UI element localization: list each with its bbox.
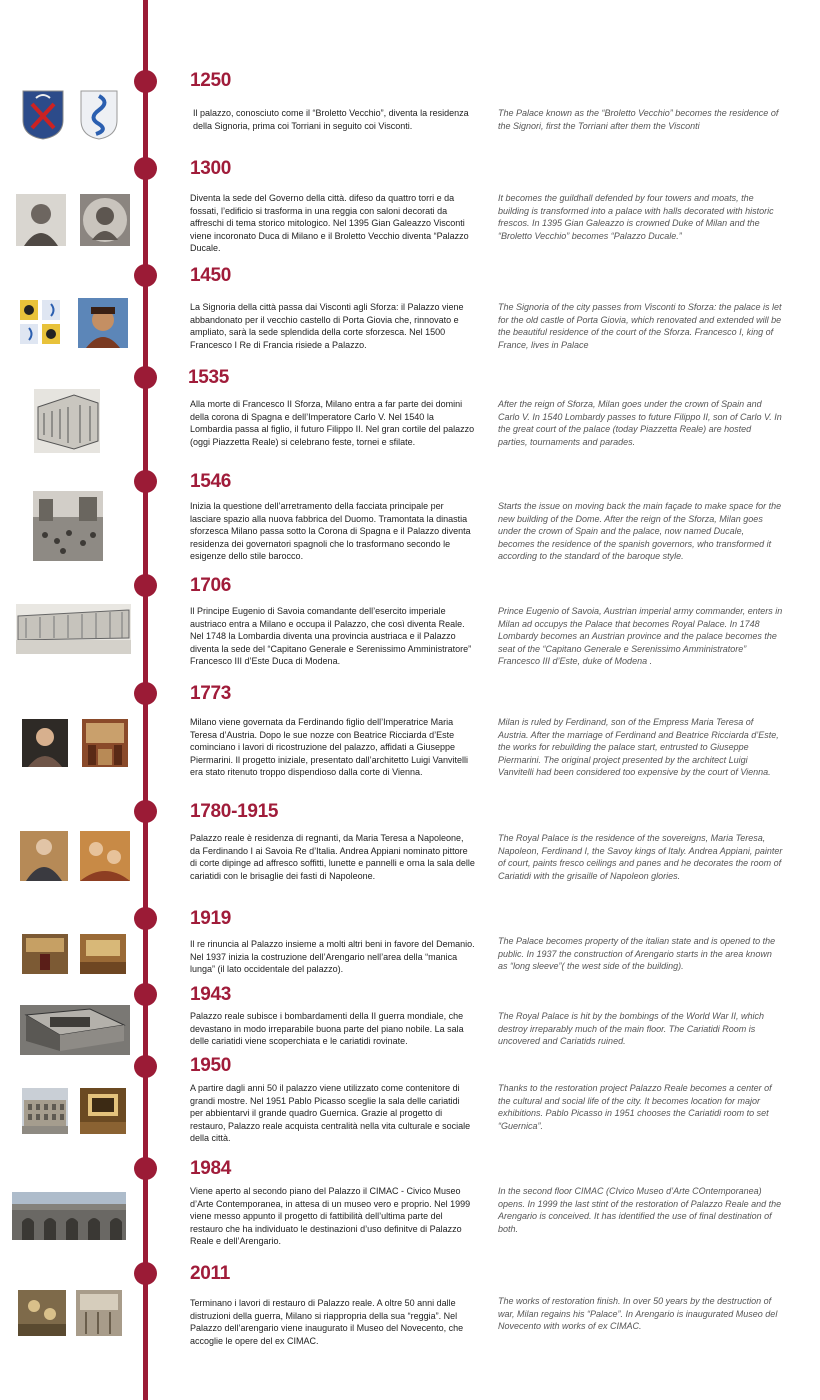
entry-text-english: The Royal Palace is hit by the bombings of the World War II, which destroy irreparably much of the main floor. The Cariatidi Room is uncovered and Cariatids ruined. (498, 1011, 764, 1047)
entry-text-english: Starts the issue on moving back the main façade to make space for the new building of the Dome. After the reign of the Sforza, Milan goes under the crown of Spain and the palace, now named Ducale, becomes the residence of the spanish governors, who transformed it according to the standard of the baroque style. (498, 501, 782, 562)
entry-text-english: The Royal Palace is the residence of the sovereigns, Maria Teresa, Napoleon, Ferdinand I, the Savoy kings of Italy. Andrea Appiani, painter of court, paints fresco ceilings and panes and he decorates the room of Cariatidi with the grisaille of Napoleon glories. (498, 833, 783, 881)
entry-text-italian: A partire dagli anni 50 il palazzo viene utilizzato come contenitore di grandi mostre. Nel 1951 Pablo Picasso sceglie la sala delle cariatidi per abbientarvi il grande quadro Guernica. Grazie al progetto di restauro, Palazzo reale acquista centralità nella vita culturale e sociale della città. (190, 1083, 471, 1144)
entry-text-english: In the second floor CIMAC (CIvico Museo d’Arte COntemporanea) opens. In 1999 the last stint of the restoration of Palazzo Reale and the Arengario is conceived. It has identified the use of final destination of both. (498, 1186, 782, 1234)
entry-text-english: The works of restoration finish. In over 50 years by the destruction of war, Milan regains his “Palace”. In Arengario is inaugurated Museo del Novecento with works of ex CIMAC. (498, 1296, 778, 1332)
timeline-marker (134, 574, 157, 597)
palace-interior-image (82, 719, 128, 767)
portrait-engraving-image (16, 194, 66, 246)
entry-year: 1450 (190, 265, 232, 286)
bombed-palace-aerial-image (20, 1005, 130, 1055)
entry-text-italian: Inizia la questione dell’arretramento della facciata principale per lasciare spazio alla nuova fabbrica del Duomo. Tramontata la dinastia sforzesca Milano passa sotto la Corona di Spagna e il Palazzo diventa residenza dei governatori spagnoli che lo trasformano secondo le esigenze dello stile barocco. (190, 501, 471, 562)
timeline-marker (134, 1157, 157, 1180)
entry-text-italian: Palazzo reale è residenza di regnanti, da Maria Teresa a Napoleone, da Ferdinando I ai Savoia Re d’Italia. Andrea Appiani nominato pittore di corte dipinge ad affresco soffitti, lunette e pannelli e orna la sala delle cariatidi con le brisaglie dei fasti di Napoleone. (190, 833, 475, 881)
entry-text-english: After the reign of Sforza, Milan goes under the crown of Spain and Carlo V. In 1540 Lombardy passes to future Filippo II, son of Carlo V. In the great court of the palace (today Piazzetta Reale) are hosted parties, tournaments and parades. (498, 399, 782, 447)
ferdinand-portrait-image (22, 719, 68, 767)
entry-text-english: The Palace becomes property of the italian state and is opened to the public. In 1937 the construction of Arengario starts in the area known as “long sleeve”( the west side of the building). (498, 936, 776, 972)
entry-text-english: Milan is ruled by Ferdinand, son of the Empress Maria Teresa of Austria. After the marriage of Ferdinand and Beatrice Ricciarda d’Este, the works for rebuilding the palace start, entrusted to Giuseppe Piermarini. The original project presented by the architect Luigi Vanvitelli had been considered too expensive by the court of Vienna. (498, 717, 779, 778)
restored-hall-image (18, 1290, 66, 1336)
palace-courtyard-engraving-image (16, 604, 131, 654)
timeline-marker (134, 70, 157, 93)
sforza-portrait-image (78, 298, 128, 348)
timeline-marker (134, 1055, 157, 1078)
entry-year: 1919 (190, 908, 232, 929)
timeline-marker (134, 366, 157, 389)
entry-text-italian: Alla morte di Francesco II Sforza, Milano entra a far parte dei domini della corona di Spagna e dell’Imperatore Carlo V. Nel 1540 la Lombardia passa al figlio, il futuro Filippo II. Nel gran cortile del palazzo (oggi Piazzetta Reale) si celebrano feste, tornei e sfilate. (190, 399, 475, 447)
hall-interior-image (80, 934, 126, 974)
entry-text-english: It becomes the guildhall defended by four towers and moats, the building is transformed into a palace with halls decorated with historic frescos. In 1395 Gian Galeazzo is crowned Duke of Milan and the “Broletto Vecchio” becomes “Palazzo Ducale.” (498, 193, 774, 241)
entry-text-italian: Milano viene governata da Ferdinando figlio dell’Imperatrice Maria Teresa d’Austria. Dopo le sue nozze con Beatrice Ricciarda d’Este cominciano i lavori di ricostruzione del palazzo, affidati a Giuseppe Piermarini. Il progetto iniziale, presentato dall’architetto Luigi Vanvitelli era stato ritenuto troppo dispendioso dalla corte di Vienna. (190, 717, 468, 778)
sforza-coats-of-arms-image (18, 298, 62, 346)
timeline-marker (134, 157, 157, 180)
fresco-image (80, 831, 130, 881)
timeline-marker (134, 264, 157, 287)
timeline-marker (134, 983, 157, 1006)
entry-text-english: Thanks to the restoration project Palazzo Reale becomes a center of the cultural and social life of the city. It becomes location for major exhibitions. Pablo Picasso in 1951 chooses the Cariatidi room to set “Guernica”. (498, 1083, 772, 1131)
entry-text-italian: Palazzo reale subisce i bombardamenti della II guerra mondiale, che devastano in modo irreparabile buona parte del piano nobile. La sala delle cariatidi viene scoperchiata e le cariatidi rovinate. (190, 1011, 464, 1047)
museo-novecento-image (76, 1290, 122, 1336)
entry-year: 1780-1915 (190, 801, 279, 822)
entry-year: 1250 (190, 70, 232, 91)
palace-drawing-image (34, 389, 100, 453)
timeline-marker (134, 682, 157, 705)
entry-year: 1706 (190, 575, 232, 596)
palace-facade-photo-image (22, 1088, 68, 1134)
entry-year: 1535 (188, 367, 230, 388)
entry-text-english: Prince Eugenio of Savoia, Austrian imperial army commander, enters in Milan ad occupys the Palace that becomes Royal Palace. In 1748 Lombardy becomes an Austrian province and the palace becomes the seat of the “Capitano Generale e Serenissimo Amministratore” Francesco III d’Este, duke of Modena . (498, 606, 783, 667)
entry-year: 1950 (190, 1055, 232, 1076)
throne-room-image (22, 934, 68, 974)
entry-text-italian: Terminano i lavori di restauro di Palazzo reale. A oltre 50 anni dalle distruzioni della guerra, Milano si riappropria della sua “reggia”. Nel Palazzo dell’arengario viene inaugurato il Museo del Novecento, che accoglie le opere del ex CIMAC. (190, 1298, 464, 1346)
entry-year: 2011 (190, 1263, 231, 1284)
arengario-building-image (12, 1192, 126, 1240)
exhibition-room-image (80, 1088, 126, 1134)
piazza-engraving-image (33, 491, 103, 561)
entry-text-italian: Il re rinuncia al Palazzo insieme a molti altri beni in favore del Demanio. Nel 1937 inizia la costruzione dell’Arengario nell’area della “manica lunga” (il lato occidentale del palazzo). (190, 939, 475, 975)
maria-teresa-portrait-image (20, 831, 68, 881)
entry-text-italian: Diventa la sede del Governo della città. difeso da quattro torri e da fossati, l’edificio si trasforma in una reggia con saloni decorati da affreschi di tema storico mitologico. Nel 1395 Gian Galeazzo Visconti viene incoronato Duca di Milano e il Broletto Vecchio diventa “Palazzo Ducale. (190, 193, 469, 254)
portrait-engraving-image (80, 194, 130, 246)
entry-text-italian: La Signoria della città passa dai Visconti agli Sforza: il Palazzo viene abbandonato per il vecchio castello di Porta Giovia che, rinnovato e ampliato, sarà la sede splendida della corte sforzesca. Nel 1500 Francesco I Re di Francia risiede a Palazzo. (190, 302, 464, 350)
visconti-serpent-image (80, 90, 118, 140)
entry-year: 1984 (190, 1158, 232, 1179)
coat-of-arms-image (22, 90, 64, 140)
timeline-marker (134, 907, 157, 930)
entry-text-italian: Il palazzo, conosciuto come il “Broletto Vecchio”, diventa la residenza della Signoria, prima coi Torriani in seguito coi Visconti. (193, 108, 469, 131)
entry-text-italian: Il Principe Eugenio di Savoia comandante dell’esercito imperiale austriaco entra a Milano e occupa il Palazzo, che così diventa Reale. Nel 1748 la Lombardia diventa una provincia austriaca e il Palazzo diventa la sede del “Capitano Generale e Serenissimo Amministratore” Francesco III d’Este Duca di Modena. (190, 606, 472, 667)
timeline-marker (134, 800, 157, 823)
entry-year: 1300 (190, 158, 232, 179)
entry-text-english: The Palace known as the “Broletto Vecchio” becomes the residence of the Signori, first the Torriani after them the Visconti (498, 108, 779, 131)
entry-text-english: The Signoria of the city passes from Visconti to Sforza: the palace is let for the old castle of Porta Giovia, which renovated and extended will be the beautiful residence of the court of the Sforza. Francesco I, king of France, lives in Palace (498, 302, 782, 350)
entry-text-italian: Viene aperto al secondo piano del Palazzo il CIMAC - Civico Museo d’Arte Contemporanea, in attesa di un museo vero e proprio. Nel 1999 viene messo appunto il progetto di fattibilità dell’ultima parte del restauro che ha individuato le destinazioni d’uso definitve di Palazzo Reale e dell’Arengario. (190, 1186, 471, 1247)
entry-year: 1773 (190, 683, 232, 704)
entry-year: 1546 (190, 471, 232, 492)
entry-year: 1943 (190, 984, 232, 1005)
timeline-marker (134, 1262, 157, 1285)
timeline-marker (134, 470, 157, 493)
